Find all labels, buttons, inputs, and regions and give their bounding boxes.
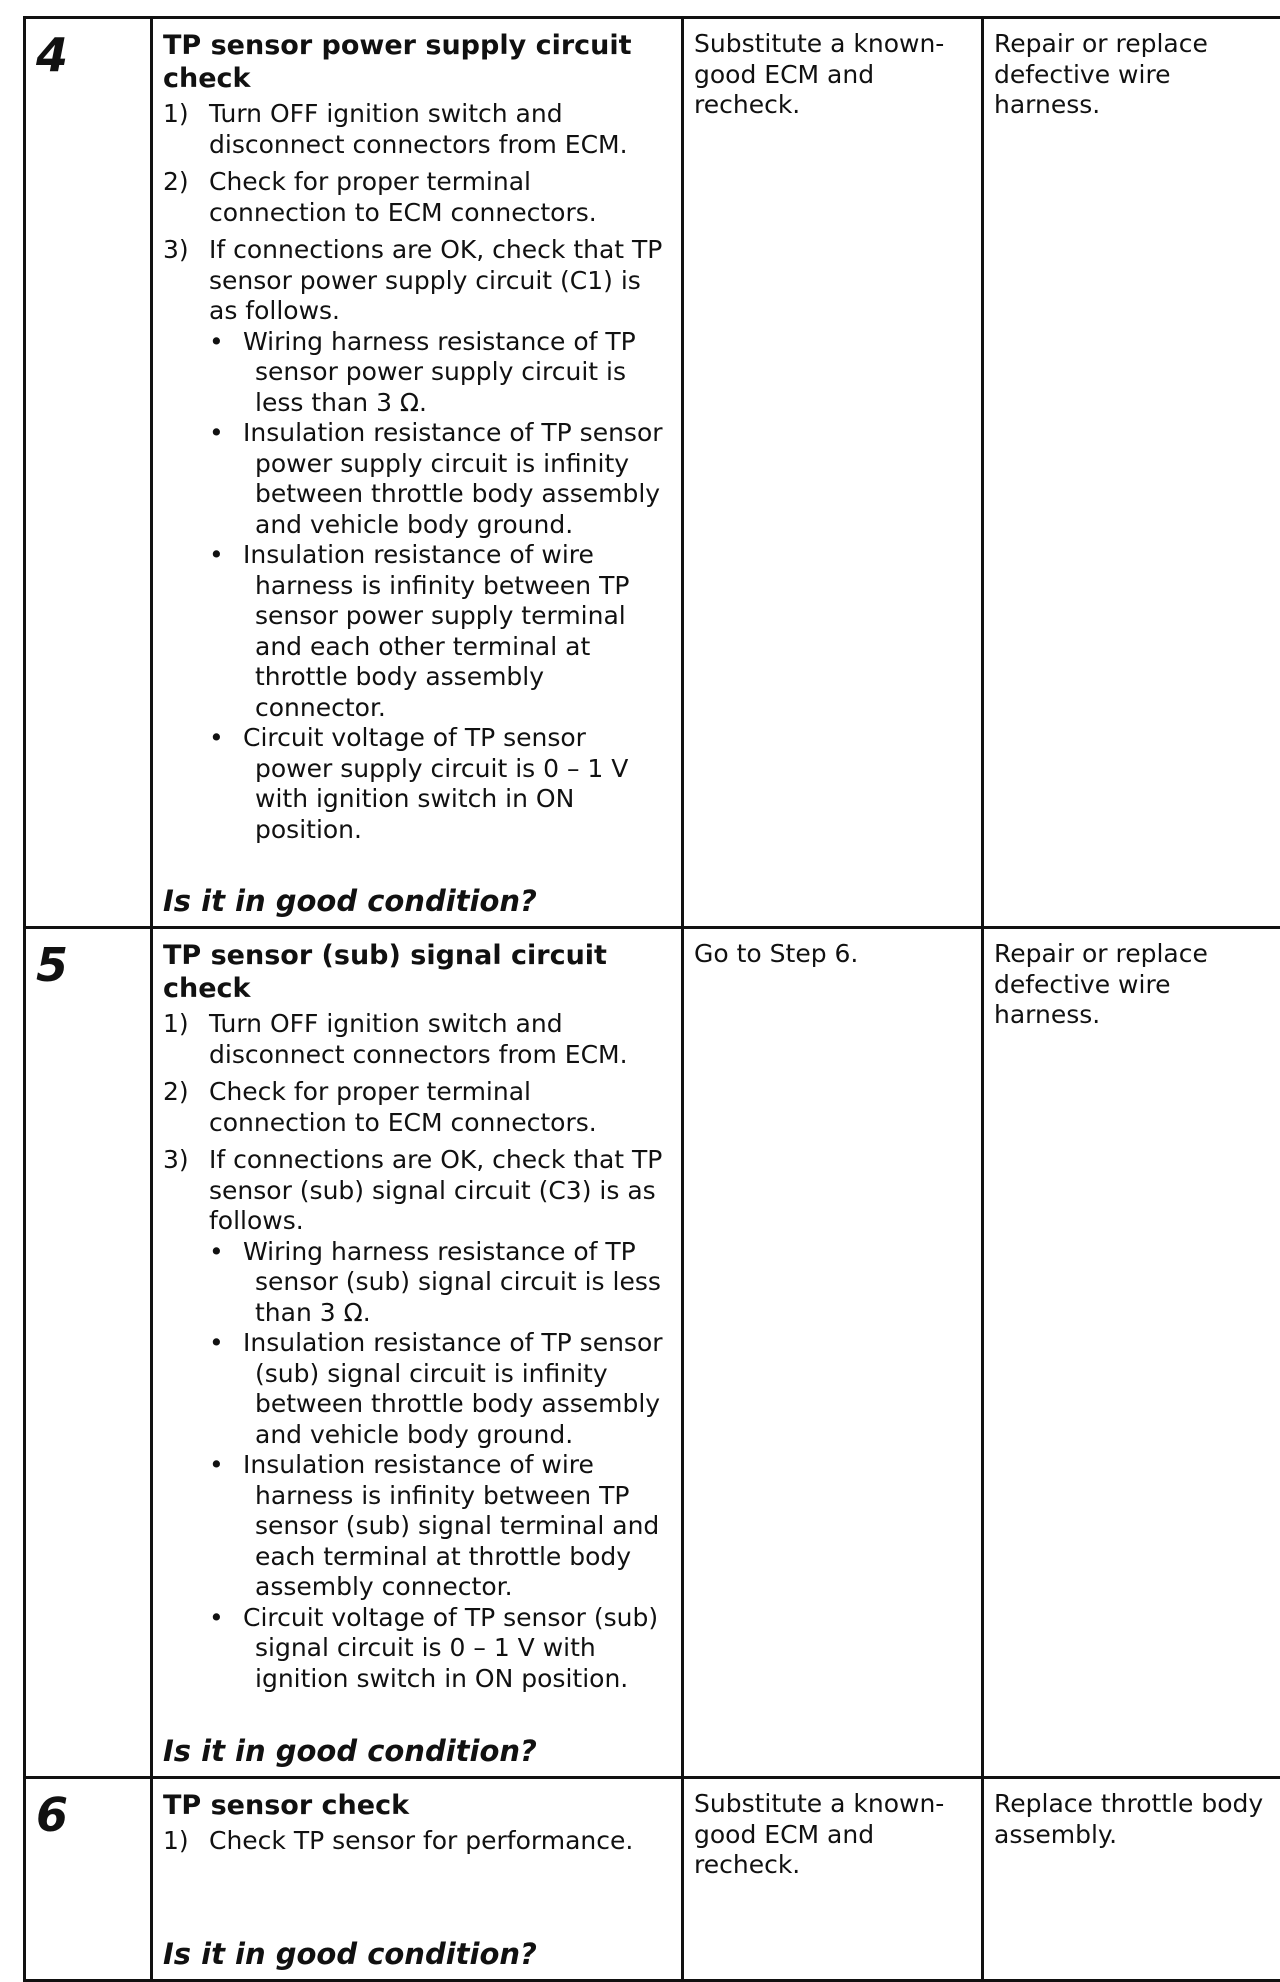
procedure-item-number: 2) (163, 167, 189, 198)
step-row-5 (25, 928, 1280, 1778)
bullet-icon: • (209, 723, 224, 754)
procedure-item (163, 1009, 671, 1070)
step-number: 4 (25, 18, 152, 928)
check-item (209, 1603, 671, 1695)
procedure-item (163, 99, 671, 160)
check-item-text: Insulation resistance of wire harness is infinity between TP sensor power supply terminal and each other terminal at throttle body assembly connector. (243, 540, 629, 722)
bullet-icon: • (209, 1237, 224, 1268)
check-item (209, 418, 671, 540)
yes-result: Go to Step 6. (683, 928, 983, 1778)
procedure-item-text: Turn OFF ignition switch and disconnect connectors from ECM. (209, 99, 628, 159)
check-list (209, 327, 671, 846)
check-item-text: Circuit voltage of TP sensor power supply circuit is 0 – 1 V with ignition switch in ON position. (243, 723, 628, 844)
procedure-item-number: 1) (163, 1826, 189, 1857)
procedure-item-text: Check for proper terminal connection to ECM connectors. (209, 1077, 597, 1137)
step-row-4 (25, 18, 1280, 928)
step-number: 6 (25, 1778, 152, 1981)
step-title: TP sensor (sub) signal circuit check (163, 939, 671, 1005)
check-item-text: Insulation resistance of TP sensor (sub) signal circuit is infinity between throttle body assembly and vehicle body ground. (243, 1328, 663, 1449)
step-question: Is it in good condition? (163, 1937, 537, 1971)
procedure-item-number: 1) (163, 99, 189, 130)
procedure-item-text: Turn OFF ignition switch and disconnect connectors from ECM. (209, 1009, 628, 1069)
bullet-icon: • (209, 327, 224, 358)
diagnosis-steps-table (23, 16, 1280, 1982)
step-number: 5 (25, 928, 152, 1778)
check-item (209, 327, 671, 419)
step-title: TP sensor power supply circuit check (163, 29, 671, 95)
procedure-item-number: 3) (163, 235, 189, 266)
bullet-icon: • (209, 540, 224, 571)
check-item (209, 1328, 671, 1450)
step-question: Is it in good condition? (163, 884, 537, 918)
procedure-item-text: Check TP sensor for performance. (209, 1826, 633, 1855)
no-result: Repair or replace defective wire harness. (983, 18, 1280, 928)
check-item (209, 1450, 671, 1603)
procedure-item (163, 167, 671, 228)
bullet-icon: • (209, 1450, 224, 1481)
procedure-list (163, 1826, 671, 1857)
check-item-text: Wiring harness resistance of TP sensor (sub) signal circuit is less than 3 Ω. (243, 1237, 661, 1327)
step-row-6 (25, 1778, 1280, 1981)
check-item (209, 1237, 671, 1329)
procedure-list (163, 1009, 671, 1694)
step-procedure (152, 18, 683, 928)
procedure-item-number: 1) (163, 1009, 189, 1040)
procedure-item (163, 1826, 671, 1857)
procedure-item-text: If connections are OK, check that TP sensor (sub) signal circuit (C3) is as follows. (209, 1145, 662, 1235)
check-item-text: Insulation resistance of TP sensor power supply circuit is infinity between throttle body assembly and vehicle body ground. (243, 418, 663, 539)
no-result: Repair or replace defective wire harness. (983, 928, 1280, 1778)
check-item (209, 723, 671, 845)
no-result: Replace throttle body assembly. (983, 1778, 1280, 1981)
bullet-icon: • (209, 418, 224, 449)
procedure-item-number: 3) (163, 1145, 189, 1176)
check-item-text: Wiring harness resistance of TP sensor power supply circuit is less than 3 Ω. (243, 327, 636, 417)
check-item-text: Circuit voltage of TP sensor (sub) signal circuit is 0 – 1 V with ignition switch in ON position. (243, 1603, 658, 1693)
step-question: Is it in good condition? (163, 1734, 537, 1768)
procedure-item-number: 2) (163, 1077, 189, 1108)
yes-result: Substitute a known-good ECM and recheck. (683, 1778, 983, 1981)
bullet-icon: • (209, 1328, 224, 1359)
step-procedure (152, 1778, 683, 1981)
procedure-item (163, 1077, 671, 1138)
procedure-item (163, 235, 671, 845)
procedure-item-text: Check for proper terminal connection to ECM connectors. (209, 167, 597, 227)
check-item-text: Insulation resistance of wire harness is infinity between TP sensor (sub) signal terminal and each terminal at throttle body assembly connector. (243, 1450, 659, 1601)
bullet-icon: • (209, 1603, 224, 1634)
step-procedure (152, 928, 683, 1778)
step-title: TP sensor check (163, 1789, 671, 1822)
yes-result: Substitute a known-good ECM and recheck. (683, 18, 983, 928)
procedure-item-text: If connections are OK, check that TP sensor power supply circuit (C1) is as follows. (209, 235, 662, 325)
procedure-list (163, 99, 671, 845)
check-list (209, 1237, 671, 1695)
procedure-item (163, 1145, 671, 1694)
check-item (209, 540, 671, 723)
